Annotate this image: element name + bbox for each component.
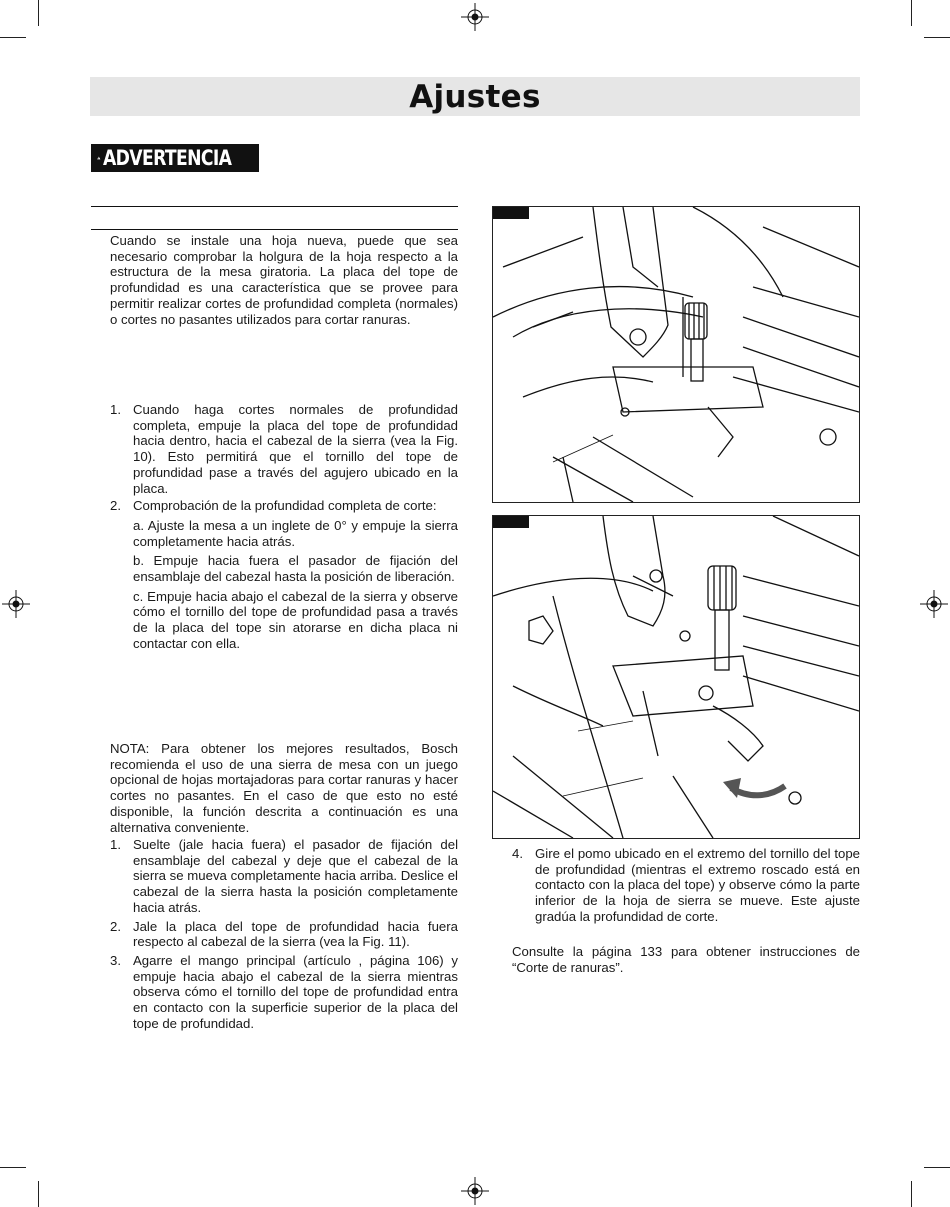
title-band [90, 77, 860, 116]
saw-depth-stop-drawing [493, 516, 859, 838]
figure-10-illustration [492, 206, 860, 503]
list-item: 2. Comprobación de la profundidad completa de corte: [110, 498, 437, 514]
divider [91, 206, 458, 207]
divider [91, 229, 458, 230]
figure-tag [493, 516, 529, 528]
note-paragraph: NOTA: Para obtener los mejores resultados, Bosch recomienda el uso de una sierra de mesa con un juego opcional de hojas mortajadoras para cortar ranuras y hacer cortes no pasantes. En el caso de que esto no esté disponible, la función descrita a continuación es una alternativa conveniente. [110, 741, 458, 835]
crop-mark [924, 37, 950, 38]
intro-paragraph: Cuando se instale una hoja nueva, puede que sea necesario comprobar la holgura de la hoja respecto a la estructura de la mesa giratoria. La placa del tope de profundidad es una característica que se provee para permitir realizar cortes de profundidad completa (normales) o cortes no pasantes utilizados para cortar ranuras. [110, 233, 458, 327]
steps-groove-cut [110, 837, 458, 1031]
registration-mark-icon [2, 590, 30, 618]
substep: a. Ajuste la mesa a un inglete de 0° y empuje la sierra completamente hacia atrás. [133, 517, 458, 549]
warning-triangle-icon [97, 149, 101, 167]
crop-mark [0, 1167, 26, 1168]
list-item: 4. Gire el pomo ubicado en el extremo del tornillo del tope de profundidad (mientras el extremo roscado está en contacto con la placa del tope) y observe cómo la parte inferior de la hoja de sierra se mueve. Este ajuste gradúa la profundidad de corte. [512, 846, 860, 924]
step-4 [512, 846, 860, 925]
crop-mark [0, 37, 26, 38]
figure-tag [493, 207, 529, 219]
substep: c. Empuje hacia abajo el cabezal de la sierra y observe cómo el tornillo del tope de profundidad pasa a través de la placa del tope sin atorarse en dicha placa ni contactar con ella. [133, 588, 458, 651]
list-item: 3. Agarre el mango principal (artículo , página 106) y empuje hacia abajo el cabezal de la sierra mientras observa cómo el tornillo del tope de profundidad entra en contacto con la superficie superior de la placa del tope de profundidad. [110, 952, 458, 1031]
crop-mark [911, 0, 912, 26]
list-item: 1. Cuando haga cortes normales de profundidad completa, empuje la placa del tope de profundidad hacia dentro, hacia el cabezal de la sierra (vea la Fig. 10). Esto permitirá que el tornillo del tope de profundidad pase a través del agujero ubicado en la placa. [110, 402, 458, 496]
crop-mark [38, 1181, 39, 1207]
registration-mark-icon [461, 1177, 489, 1205]
reference-paragraph: Consulte la página 133 para obtener instrucciones de “Corte de ranuras”. [512, 944, 860, 975]
steps-full-depth [110, 402, 458, 652]
list-item: 2. Jale la placa del tope de profundidad hacia fuera respecto al cabezal de la sierra (vea la Fig. 11). [110, 918, 458, 950]
saw-depth-stop-drawing [493, 207, 859, 502]
crop-mark [924, 1167, 950, 1168]
crop-mark [38, 0, 39, 26]
warning-badge [91, 144, 259, 172]
list-item: 1. Suelte (jale hacia fuera) el pasador de fijación del ensamblaje del cabezal y deje que el cabezal de la sierra se mueva completamente hacia arriba. Deslice el cabezal de la sierra hasta la posición completamente hacia atrás. [110, 837, 458, 915]
registration-mark-icon [920, 590, 948, 618]
substep: b. Empuje hacia fuera el pasador de fijación del ensamblaje del cabezal hasta la posición de liberación. [133, 553, 458, 585]
page-title: Ajustes [409, 78, 541, 115]
warning-label: ADVERTENCIA [102, 146, 231, 170]
crop-mark [911, 1181, 912, 1207]
registration-mark-icon [461, 3, 489, 31]
figure-11-illustration [492, 515, 860, 839]
